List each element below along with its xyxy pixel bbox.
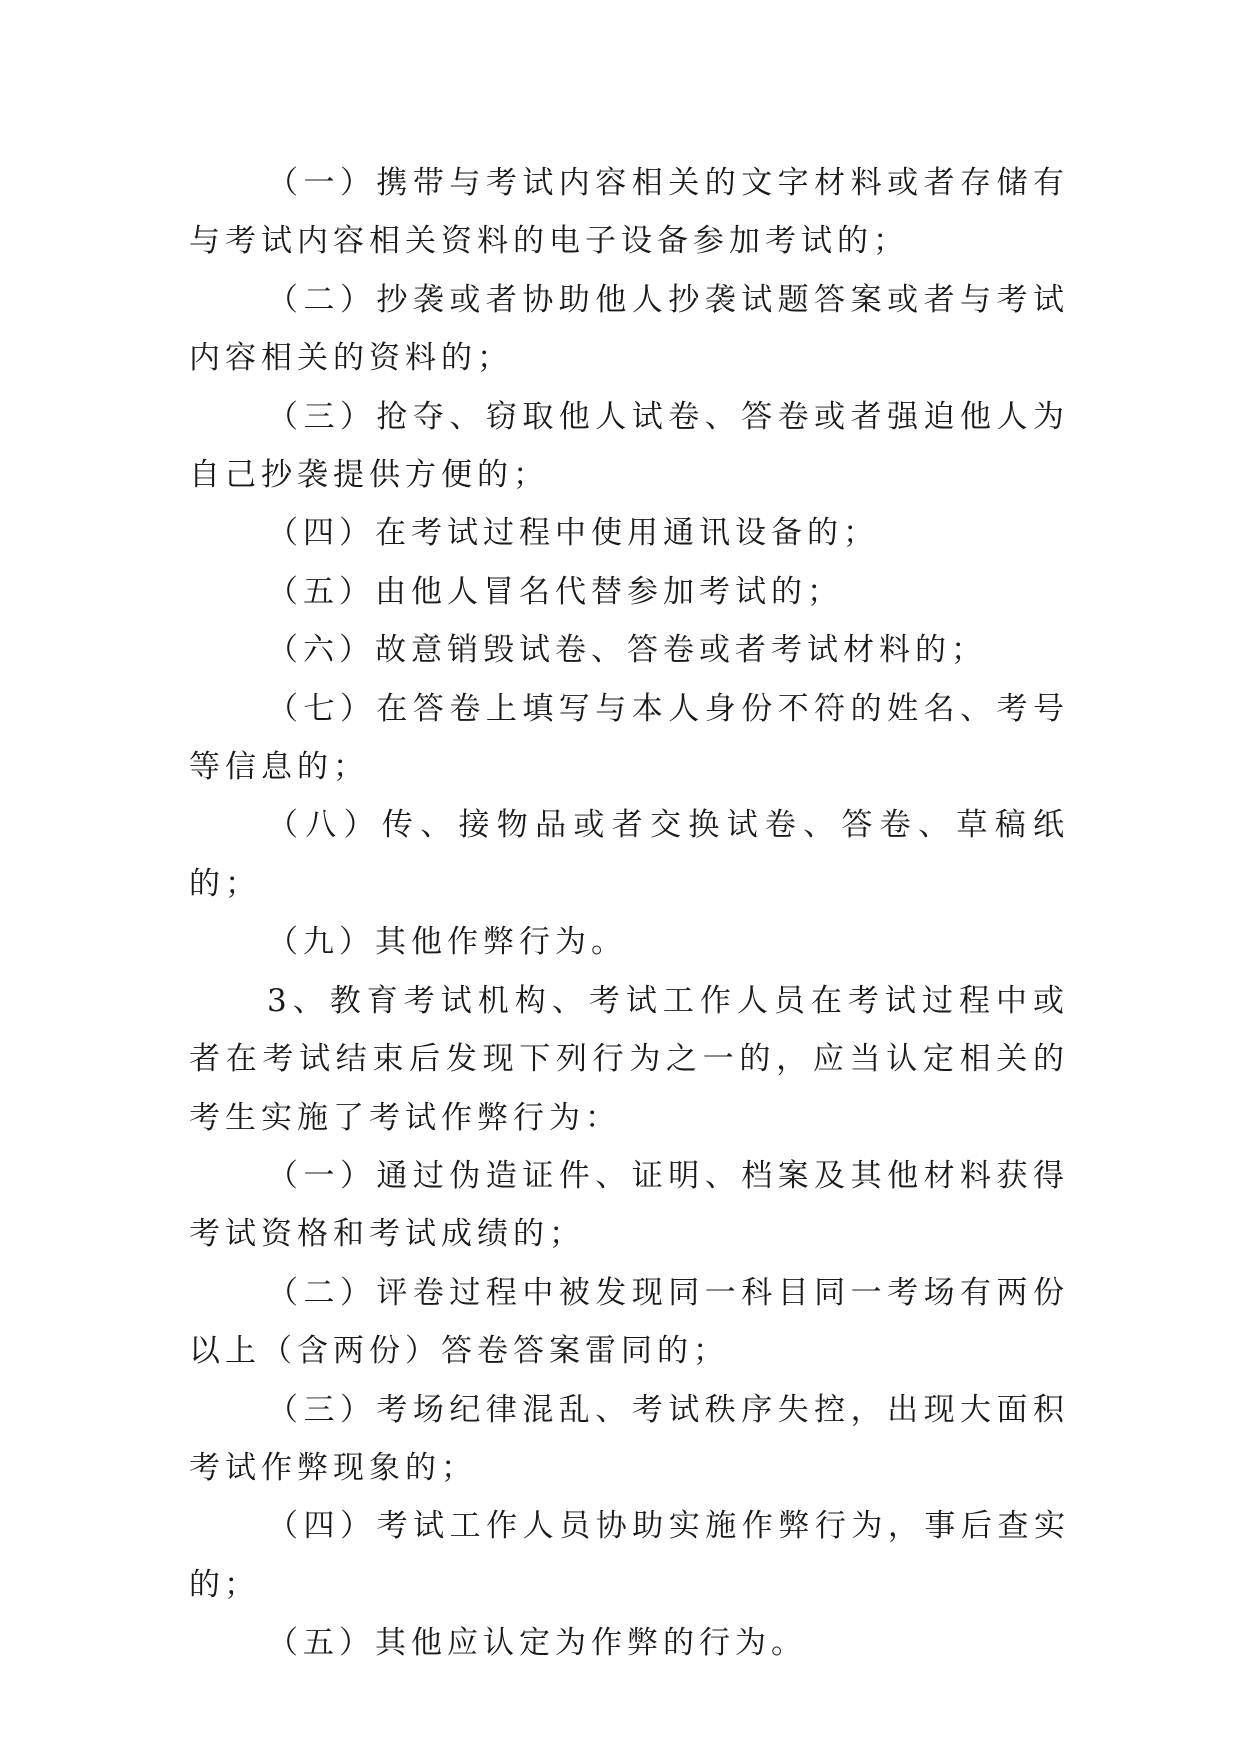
paragraph-8: （八）传、接物品或者交换试卷、答卷、草稿纸的； bbox=[189, 807, 1069, 902]
paragraph-5: （五）由他人冒名代替参加考试的； bbox=[267, 573, 843, 610]
paragraph-3: （三）抢夺、窃取他人试卷、答卷或者强迫他人为自己抄袭提供方便的； bbox=[189, 398, 1069, 494]
paragraph-11: （一）通过伪造证件、证明、档案及其他材料获得考试资格和考试成绩的； bbox=[189, 1157, 1069, 1253]
paragraph-13: （三）考场纪律混乱、考试秩序失控，出现大面积考试作弊现象的； bbox=[189, 1391, 1069, 1486]
document-body bbox=[189, 154, 1069, 1673]
paragraph-9: （九）其他作弊行为。 bbox=[267, 924, 627, 961]
paragraph-1: （一）携带与考试内容相关的文字材料或者存储有与考试内容相关资料的电子设备参加考试的； bbox=[189, 165, 1069, 260]
paragraph-7: （七）在答卷上填写与本人身份不符的姓名、考号等信息的； bbox=[189, 690, 1069, 786]
paragraph-10: 3、教育考试机构、考试工作人员在考试过程中或者在考试结束后发现下列行为之一的，应当认定相关的考生实施了考试作弊行为： bbox=[189, 982, 1069, 1136]
paragraph-12: （二）评卷过程中被发现同一科目同一考场有两份以上（含两份）答卷答案雷同的； bbox=[189, 1274, 1069, 1370]
paragraph-4: （四）在考试过程中使用通讯设备的； bbox=[267, 515, 879, 552]
paragraph-6: （六）故意销毁试卷、答卷或者考试材料的； bbox=[267, 632, 987, 669]
paragraph-2: （二）抄袭或者协助他人抄袭试题答案或者与考试内容相关的资料的； bbox=[189, 281, 1069, 377]
paragraph-15: （五）其他应认定为作弊的行为。 bbox=[267, 1625, 807, 1662]
paragraph-14: （四）考试工作人员协助实施作弊行为，事后查实的； bbox=[189, 1508, 1069, 1603]
